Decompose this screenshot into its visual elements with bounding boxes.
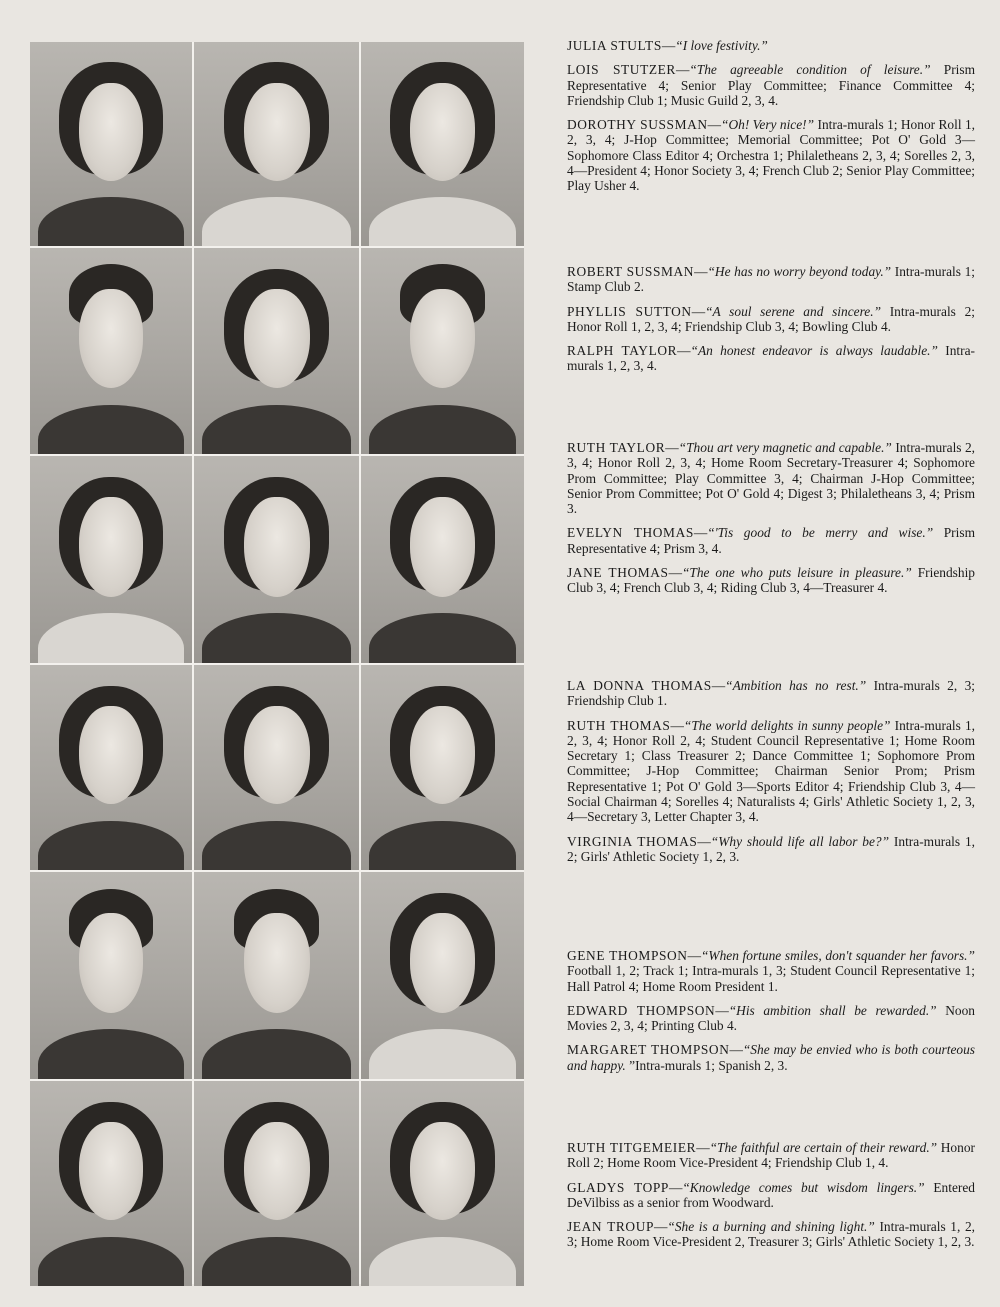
portrait-photo <box>361 1081 524 1286</box>
portrait-photo <box>30 456 192 663</box>
portrait-photo <box>194 248 359 454</box>
portrait-photo <box>194 456 359 663</box>
biography-entry: DOROTHY SUSSMAN—“Oh! Very nice!” Intra-murals 1; Honor Roll 1, 2, 3, 4; J-Hop Committee; Memorial Committee; Pot O' Gold 3—Sophomore Class Editor 4; Orchestra 1; Philaletheans 2, 3, 4; Sorelles 2, 3, 4—President 4; Honor Society 3, 4; French Club 2; Senior Play Committee; Play Usher 4. <box>567 117 975 194</box>
biography-entry: RALPH TAYLOR—“An honest endeavor is always laudable.” Intra-murals 1, 2, 3, 4. <box>567 343 975 374</box>
biography-group-6 <box>567 1140 975 1259</box>
portrait-photo <box>30 872 192 1079</box>
portrait-photo <box>361 456 524 663</box>
biography-group-5 <box>567 948 975 1082</box>
biography-group-1 <box>567 38 975 203</box>
biography-entry: RUTH TITGEMEIER—“The faithful are certain of their reward.” Honor Roll 2; Home Room Vice-President 4; Friendship Club 1, 4. <box>567 1140 975 1171</box>
biography-entry: EVELYN THOMAS—“'Tis good to be merry and wise.” Prism Representative 4; Prism 3, 4. <box>567 525 975 556</box>
portrait-photo <box>194 42 359 246</box>
biography-entry: GENE THOMPSON—“When fortune smiles, don't squander her favors.” Football 1, 2; Track 1; Intra-murals 1, 3; Student Council Representative 1; Hall Patrol 4; Home Room President 1. <box>567 948 975 994</box>
portrait-photo <box>361 42 524 246</box>
portrait-photo <box>194 872 359 1079</box>
portrait-photo <box>30 1081 192 1286</box>
portrait-photo <box>194 665 359 870</box>
biography-entry: RUTH TAYLOR—“Thou art very magnetic and capable.” Intra-murals 2, 3, 4; Honor Roll 2, 3, 4; Home Room Secretary-Treasurer 4; Sophomore Prom Committee; Play Committee 3, 4; Chairman J-Hop Committee; Senior Prom Committee; Pot O' Gold 4; Digest 3; Philaletheans 3, 4; Prism 3. <box>567 440 976 517</box>
biography-entry: JEAN TROUP—“She is a burning and shining light.” Intra-murals 1, 2, 3; Home Room Vice-President 2, Treasurer 3; Girls' Athletic Society 1, 2, 3. <box>567 1219 975 1250</box>
biography-group-2 <box>567 264 975 383</box>
biography-entry: RUTH THOMAS—“The world delights in sunny people” Intra-murals 1, 2, 3, 4; Honor Roll 2, 4; Student Council Representative 1; Home Room Secretary 1; Class Treasurer 2; Dance Committee 1; Sophomore Prom Committee; J-Hop Committee; Chairman Senior Prom; Prism Representative 1; Pot O' Gold 3—Sports Editor 4; Friendship Club 3, 4—Social Chairman 4; Sorelles 4; Naturalists 4; Girls' Athletic Society 1, 2, 3, 4—Secretary 3, Letter Chapter 3, 4. <box>567 717 975 825</box>
portrait-photo <box>30 665 192 870</box>
portrait-photo <box>361 872 524 1079</box>
portrait-photo <box>30 42 192 246</box>
biography-entry: GLADYS TOPP—“Knowledge comes but wisdom lingers.” Entered DeVilbiss as a senior from Woodward. <box>567 1179 975 1210</box>
biography-entry: JANE THOMAS—“The one who puts leisure in pleasure.” Friendship Club 3, 4; French Club 3, 4; Riding Club 3, 4—Treasurer 4. <box>567 565 976 596</box>
portrait-photo <box>30 248 192 454</box>
portrait-grid <box>30 42 524 1284</box>
portrait-photo <box>194 1081 359 1286</box>
portrait-photo <box>361 665 524 870</box>
portrait-photo <box>361 248 524 454</box>
biography-group-3 <box>567 440 975 605</box>
biography-entry: JULIA STULTS—“I love festivity.” <box>567 38 768 53</box>
biography-entry: VIRGINIA THOMAS—“Why should life all labor be?” Intra-murals 1, 2; Girls' Athletic Society 1, 2, 3. <box>567 833 975 864</box>
biography-entry: ROBERT SUSSMAN—“He has no worry beyond today.” Intra-murals 1; Stamp Club 2. <box>567 264 975 295</box>
biography-entry: EDWARD THOMPSON—“His ambition shall be rewarded.” Noon Movies 2, 3, 4; Printing Club 4. <box>567 1002 975 1034</box>
biography-entry: PHYLLIS SUTTON—“A soul serene and sincere.” Intra-murals 2; Honor Roll 1, 2, 3, 4; Friendship Club 3, 4; Bowling Club 4. <box>567 303 975 334</box>
biography-entry: MARGARET THOMPSON—“She may be envied who is both courteous and happy. ”Intra-murals 1; Spanish 2, 3. <box>567 1042 975 1073</box>
biography-group-4 <box>567 678 975 873</box>
biography-entry: LOIS STUTZER—“The agreeable condition of leisure.” Prism Representative 4; Senior Play Committee; Finance Committee 4; Friendship Club 1; Music Guild 2, 3, 4. <box>567 62 975 108</box>
biography-entry: LA DONNA THOMAS—“Ambition has no rest.” Intra-murals 2, 3; Friendship Club 1. <box>567 678 975 709</box>
